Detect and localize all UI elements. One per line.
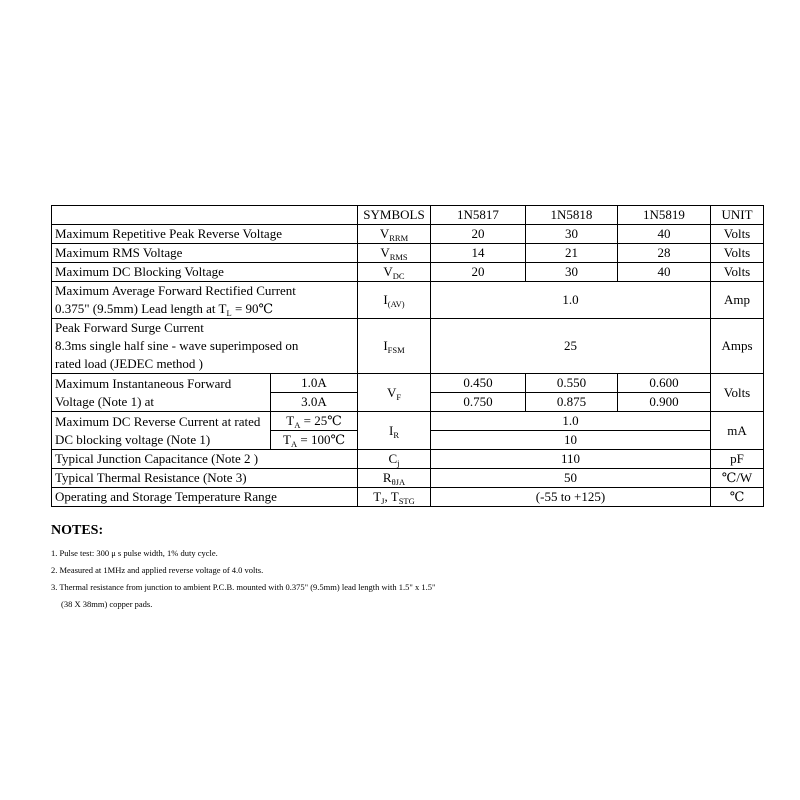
rth-value: 50 — [431, 469, 711, 488]
ir-label-line1: Maximum DC Reverse Current at rated — [55, 413, 261, 429]
vf-label — [52, 374, 271, 412]
cj-value: 110 — [431, 450, 711, 469]
vrms-row — [52, 244, 764, 263]
temp-label: Operating and Storage Temperature Range — [52, 488, 358, 507]
ifsm-label-line3: rated load (JEDEC method ) — [55, 356, 204, 371]
ir-condition-2: $T_A$ = 100℃ — [271, 431, 358, 450]
ifsm-label-line2: 8.3ms single half sine - wave superimposed on — [55, 338, 299, 353]
ir-label-line2: DC blocking voltage (Note 1) — [55, 431, 211, 447]
parameter-header-cell — [52, 206, 358, 225]
vf-label-line1: Maximum Instantaneous Forward — [55, 375, 232, 391]
cj-row — [52, 450, 764, 469]
vrrm-1n5818: 30 — [526, 225, 618, 244]
rth-unit: ℃/W — [711, 469, 764, 488]
temp-symbol: $T_J$, $T_{STG}$ — [358, 488, 431, 507]
vrms-label: Maximum RMS Voltage — [52, 244, 358, 263]
symbols-header: SYMBOLS — [358, 206, 431, 225]
notes-title: NOTES: — [51, 523, 104, 538]
temp-row — [52, 488, 764, 507]
vf-1a-1n5817: 0.450 — [431, 374, 526, 393]
vdc-1n5817: 20 — [431, 263, 526, 282]
vdc-label: Maximum DC Blocking Voltage — [52, 263, 358, 282]
ifsm-value: 25 — [431, 319, 711, 374]
vdc-1n5818: 30 — [526, 263, 618, 282]
ir-row-1 — [52, 412, 764, 431]
rth-symbol: $R_{\theta JA}$ — [358, 469, 431, 488]
ifsm-symbol: $I_{FSM}$ — [358, 319, 431, 374]
vrrm-symbol: $V_{RRM}$ — [358, 225, 431, 244]
iav-label-line1: Maximum Average Forward Rectified Current — [55, 283, 296, 298]
unit-header: UNIT — [711, 206, 764, 225]
ifsm-unit: Amps — [711, 319, 764, 374]
ifsm-label-line1: Peak Forward Surge Current — [55, 320, 204, 335]
temp-unit: ℃ — [711, 488, 764, 507]
cj-label: Typical Junction Capacitance (Note 2 ) — [52, 450, 358, 469]
vrms-unit: Volts — [711, 244, 764, 263]
rth-label: Typical Thermal Resistance (Note 3) — [52, 469, 358, 488]
part-1n5818-header: 1N5818 — [526, 206, 618, 225]
vrms-1n5817: 14 — [431, 244, 526, 263]
header-row — [52, 206, 764, 225]
iav-row — [52, 282, 764, 319]
electrical-characteristics-table — [51, 205, 764, 507]
vdc-1n5819: 40 — [618, 263, 711, 282]
ir-condition-1: $T_A$ = 25℃ — [271, 412, 358, 431]
iav-label — [52, 282, 358, 319]
ifsm-label — [52, 319, 358, 374]
vf-1a-1n5818: 0.550 — [526, 374, 618, 393]
vf-1a-1n5819: 0.600 — [618, 374, 711, 393]
vdc-unit: Volts — [711, 263, 764, 282]
ifsm-row — [52, 319, 764, 374]
ir-label — [52, 412, 271, 450]
notes-section — [51, 523, 763, 616]
note-2: 2. Measured at 1MHz and applied reverse voltage of 4.0 volts. — [51, 565, 264, 575]
ir-value-25c: 1.0 — [431, 412, 711, 431]
iav-unit: Amp — [711, 282, 764, 319]
vdc-row — [52, 263, 764, 282]
note-1: 1. Pulse test: 300 μ s pulse width, 1% duty cycle. — [51, 548, 218, 558]
iav-label-line2: 0.375" (9.5mm) Lead length at $T_L$ = 90℃ — [55, 301, 274, 318]
ir-value-100c: 10 — [431, 431, 711, 450]
note-3-continued: (38 X 38mm) copper pads. — [61, 599, 153, 609]
ir-unit: mA — [711, 412, 764, 450]
vf-3a-1n5819: 0.900 — [618, 393, 711, 412]
cj-symbol: $C_j$ — [358, 450, 431, 469]
iav-value: 1.0 — [431, 282, 711, 319]
vf-row-1 — [52, 374, 764, 393]
vrrm-unit: Volts — [711, 225, 764, 244]
vrms-1n5818: 21 — [526, 244, 618, 263]
vf-3a-1n5817: 0.750 — [431, 393, 526, 412]
rth-row — [52, 469, 764, 488]
vrrm-label: Maximum Repetitive Peak Reverse Voltage — [52, 225, 358, 244]
vrms-symbol: $V_{RMS}$ — [358, 244, 431, 263]
vrrm-1n5817: 20 — [431, 225, 526, 244]
vrms-1n5819: 28 — [618, 244, 711, 263]
ir-symbol: $I_R$ — [358, 412, 431, 450]
note-3: 3. Thermal resistance from junction to ambient P.C.B. mounted with 0.375" (9.5mm) lead length with 1.5" x 1.5" — [51, 582, 436, 592]
vf-symbol: $V_F$ — [358, 374, 431, 412]
vdc-symbol: $V_{DC}$ — [358, 263, 431, 282]
iav-symbol: $I_{(AV)}$ — [358, 282, 431, 319]
vrrm-row — [52, 225, 764, 244]
vf-condition-1: 1.0A — [271, 374, 358, 393]
temp-value: (-55 to +125) — [431, 488, 711, 507]
vf-3a-1n5818: 0.875 — [526, 393, 618, 412]
cj-unit: pF — [711, 450, 764, 469]
vf-label-line2: Voltage (Note 1) at — [55, 393, 155, 409]
vf-condition-2: 3.0A — [271, 393, 358, 412]
vrrm-1n5819: 40 — [618, 225, 711, 244]
vf-unit: Volts — [711, 374, 764, 412]
part-1n5819-header: 1N5819 — [618, 206, 711, 225]
part-1n5817-header: 1N5817 — [431, 206, 526, 225]
